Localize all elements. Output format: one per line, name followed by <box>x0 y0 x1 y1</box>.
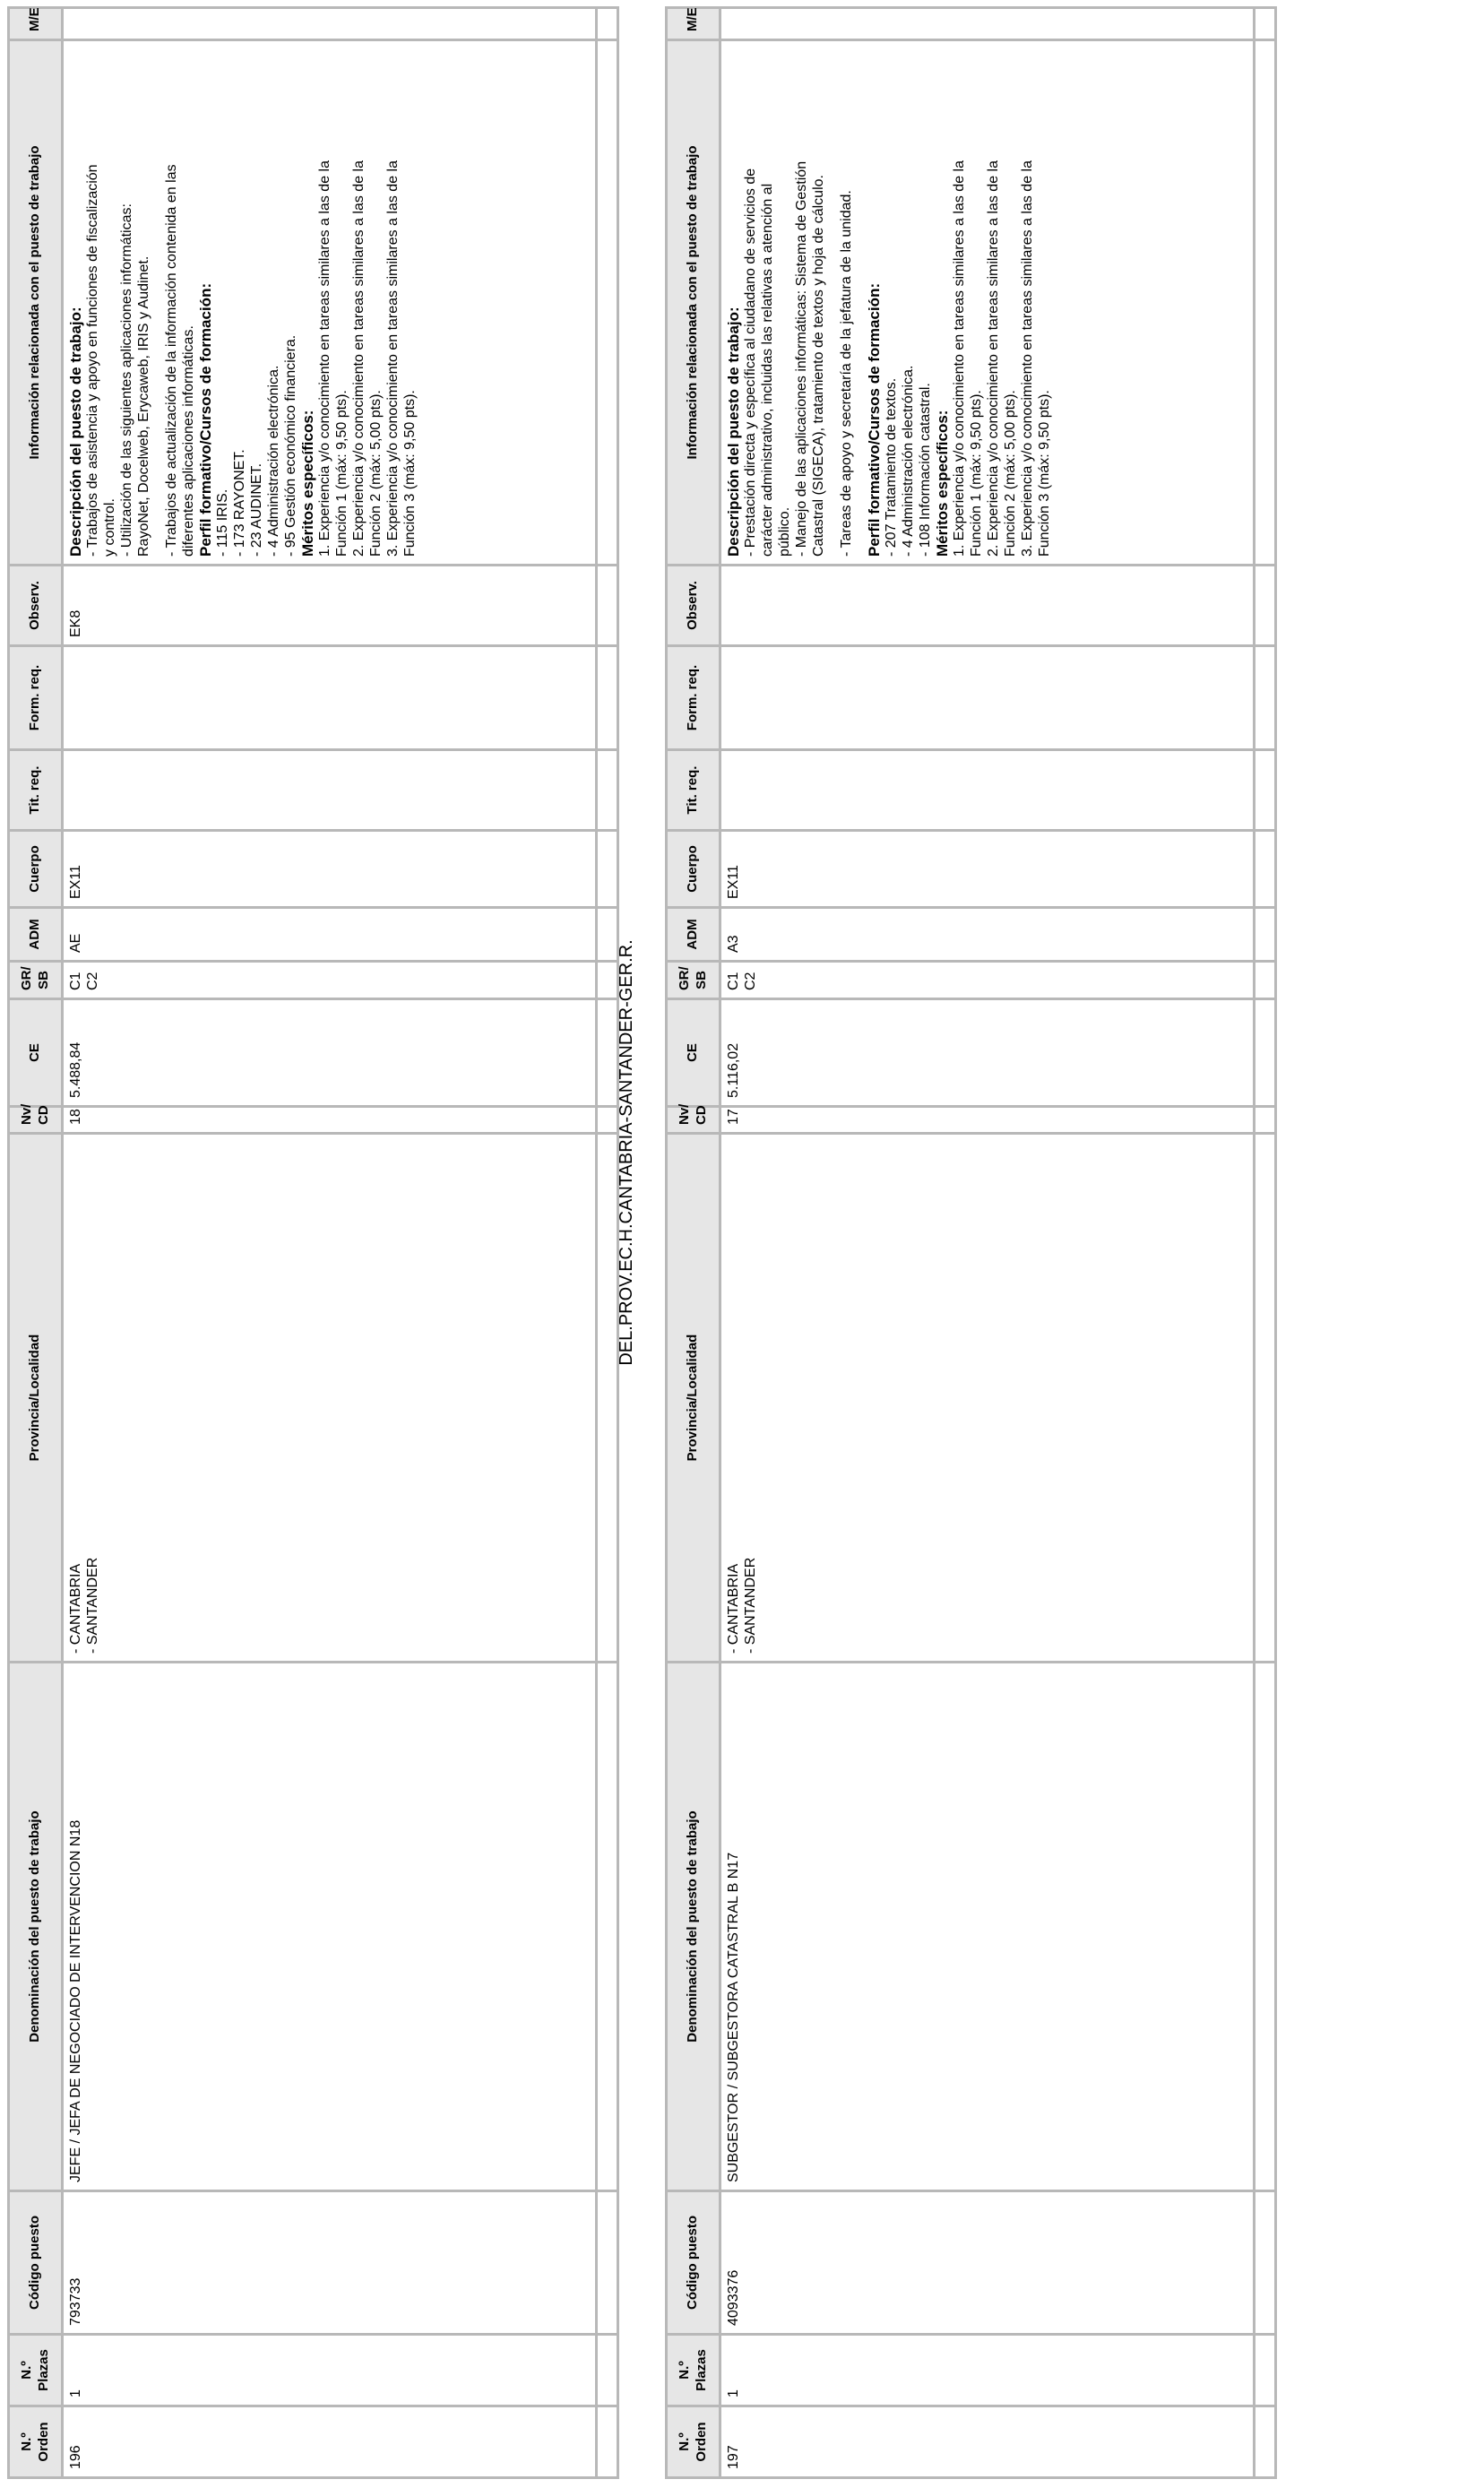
cell-codigo: 793733 <box>63 2191 597 2335</box>
info-line: - 173 RAYONET. <box>232 449 247 557</box>
info-line: - Utilización de las siguientes aplicaciones informáticas: <box>119 203 134 557</box>
header-orden: N.º Orden <box>667 2406 720 2478</box>
info-line: 2. Experiencia y/o conocimiento en tareas similares a las de la <box>986 160 1001 557</box>
cell-provincia <box>63 1134 597 1663</box>
cell-info <box>720 40 1255 566</box>
header-info: Información relacionada con el puesto de trabajo <box>667 40 720 566</box>
info-line: Función 2 (máx: 5,00 pts). <box>1003 390 1018 557</box>
cell-codigo: 4093376 <box>720 2191 1255 2335</box>
cell-tit <box>720 750 1255 831</box>
header-ce: CE <box>667 999 720 1107</box>
info-heading: Méritos específicos: <box>934 410 951 557</box>
header-denominacion: Denominación del puesto de trabajo <box>9 1663 63 2191</box>
info-line: Función 3 (máx: 9,50 pts). <box>402 390 418 557</box>
header-nivel: Nv/ CD <box>9 1107 63 1134</box>
header-provincia: Provincia/Localidad <box>9 1134 63 1663</box>
header-me: M/E <box>667 8 720 40</box>
header-cuerpo: Cuerpo <box>9 831 63 908</box>
cell-grupo-1: C1 <box>68 972 83 990</box>
header-denominacion: Denominación del puesto de trabajo <box>667 1663 720 2191</box>
info-line: RayoNet, Docelweb, Erycaweb, IRIS y Audinet. <box>136 255 151 557</box>
cell-adm: A3 <box>720 908 1255 962</box>
cell-grupo <box>63 962 597 999</box>
cell-me <box>720 8 1255 40</box>
cell-cuerpo: EX11 <box>720 831 1255 908</box>
header-grupo: GR/ SB <box>9 962 63 999</box>
header-observ: Observ. <box>9 566 63 646</box>
info-line: - Trabajos de asistencia y apoyo en funciones de fiscalización <box>85 164 100 557</box>
header-adm: ADM <box>9 908 63 962</box>
cell-orden: 196 <box>63 2406 597 2478</box>
cell-orden: 197 <box>720 2406 1255 2478</box>
info-line: - 115 IRIS. <box>215 488 230 557</box>
header-me: M/E <box>9 8 63 40</box>
info-line: diferentes aplicaciones informáticas. <box>181 325 196 557</box>
header-info: Información relacionada con el puesto de trabajo <box>9 40 63 566</box>
info-line: 1. Experiencia y/o conocimiento en tareas similares a las de la <box>317 160 332 557</box>
info-line: carácter administrativo, incluidas las relativas a atención al <box>760 183 775 557</box>
job-table-196 <box>7 6 619 2479</box>
cell-denominacion: JEFE / JEFA DE NEGOCIADO DE INTERVENCION N18 <box>63 1663 597 2191</box>
info-spacer <box>152 48 163 557</box>
cell-observ: EK8 <box>63 566 597 646</box>
info-heading: Descripción del puesto de trabajo: <box>725 307 742 557</box>
cell-grupo <box>720 962 1255 999</box>
cell-plazas: 1 <box>63 2335 597 2406</box>
cell-form <box>63 646 597 750</box>
cell-localidad-name: - SANTANDER <box>85 1557 100 1654</box>
info-line: Función 2 (máx: 5,00 pts). <box>368 390 384 557</box>
cell-info <box>63 40 597 566</box>
cell-tit <box>63 750 597 831</box>
table-header-row <box>667 8 720 2478</box>
cell-adm: AE <box>63 908 597 962</box>
header-plazas: N.º Plazas <box>9 2335 63 2406</box>
header-observ: Observ. <box>667 566 720 646</box>
job-table-197 <box>665 6 1277 2479</box>
header-form: Form. req. <box>9 646 63 750</box>
cell-grupo-2: C2 <box>85 972 100 990</box>
info-line: Función 1 (máx: 9,50 pts). <box>969 390 984 557</box>
cell-ce: 5.488,84 <box>63 999 597 1107</box>
cell-denominacion: SUBGESTOR / SUBGESTORA CATASTRAL B N17 <box>720 1663 1255 2191</box>
info-line: 2. Experiencia y/o conocimiento en tareas similares a las de la <box>351 160 367 557</box>
info-heading: Perfil formativo/Cursos de formación: <box>866 282 883 557</box>
header-codigo: Código puesto <box>667 2191 720 2335</box>
info-line: y control. <box>102 498 117 557</box>
info-line: 3. Experiencia y/o conocimiento en tareas similares a las de la <box>1020 160 1035 557</box>
info-line: - 4 Administración electrónica. <box>901 365 916 557</box>
cell-nivel: 17 <box>720 1107 1255 1134</box>
header-form: Form. req. <box>667 646 720 750</box>
info-line: público. <box>777 506 792 557</box>
info-line: - 23 AUDINET. <box>249 462 264 557</box>
info-line: Catastral (SIGECA), tratamiento de textos y hoja de cálculo. <box>811 175 826 557</box>
table-row <box>720 8 1255 2478</box>
info-spacer <box>855 48 866 557</box>
header-orden: N.º Orden <box>9 2406 63 2478</box>
cell-grupo-1: C1 <box>726 972 741 990</box>
header-nivel: Nv/ CD <box>667 1107 720 1134</box>
table-blank-row <box>597 8 618 2478</box>
table-blank-row <box>1255 8 1276 2478</box>
header-grupo: GR/ SB <box>667 962 720 999</box>
cell-form <box>720 646 1255 750</box>
info-line: 1. Experiencia y/o conocimiento en tareas similares a las de la <box>952 160 967 557</box>
cell-ce: 5.116,02 <box>720 999 1255 1107</box>
table-header-row <box>9 8 63 2478</box>
info-line: - Prestación directa y específica al ciudadano de servicios de <box>743 168 758 557</box>
info-line: 3. Experiencia y/o conocimiento en tareas similares a las de la <box>385 160 401 557</box>
cell-provincia-name: - CANTABRIA <box>726 1563 741 1654</box>
info-line: - Tareas de apoyo y secretaría de la jefatura de la unidad. <box>839 190 854 557</box>
info-spacer <box>827 48 838 557</box>
cell-me <box>63 8 597 40</box>
cell-nivel: 18 <box>63 1107 597 1134</box>
header-provincia: Provincia/Localidad <box>667 1134 720 1663</box>
header-codigo: Código puesto <box>9 2191 63 2335</box>
cell-localidad-name: - SANTANDER <box>743 1557 758 1654</box>
info-line: - Trabajos de actualización de la información contenida en las <box>164 164 179 557</box>
info-line: Función 3 (máx: 9,50 pts). <box>1037 390 1052 557</box>
info-line: - 4 Administración electrónica. <box>266 365 281 557</box>
info-line: - 207 Tratamiento de textos. <box>884 377 899 557</box>
info-line: - 108 Información catastral. <box>918 383 933 557</box>
header-cuerpo: Cuerpo <box>667 831 720 908</box>
cell-plazas: 1 <box>720 2335 1255 2406</box>
info-line: - 95 Gestión económico financiera. <box>283 334 298 557</box>
header-tit: Tit. req. <box>667 750 720 831</box>
table-row <box>63 8 597 2478</box>
info-line: - Manejo de las aplicaciones informáticas: Sistema de Gestión <box>794 160 809 557</box>
section-title: DEL.PROV.EC.H.CANTABRIA-SANTANDER-GER.R. <box>617 939 636 1366</box>
cell-grupo-2: C2 <box>743 972 758 990</box>
header-tit: Tit. req. <box>9 750 63 831</box>
info-heading: Méritos específicos: <box>299 410 316 557</box>
cell-observ <box>720 566 1255 646</box>
header-ce: CE <box>9 999 63 1107</box>
info-heading: Descripción del puesto de trabajo: <box>67 307 84 557</box>
cell-cuerpo: EX11 <box>63 831 597 908</box>
info-line: Función 1 (máx: 9,50 pts). <box>334 390 349 557</box>
cell-provincia-name: - CANTABRIA <box>68 1563 83 1654</box>
header-adm: ADM <box>667 908 720 962</box>
cell-provincia <box>720 1134 1255 1663</box>
header-plazas: N.º Plazas <box>667 2335 720 2406</box>
info-heading: Perfil formativo/Cursos de formación: <box>197 282 214 557</box>
